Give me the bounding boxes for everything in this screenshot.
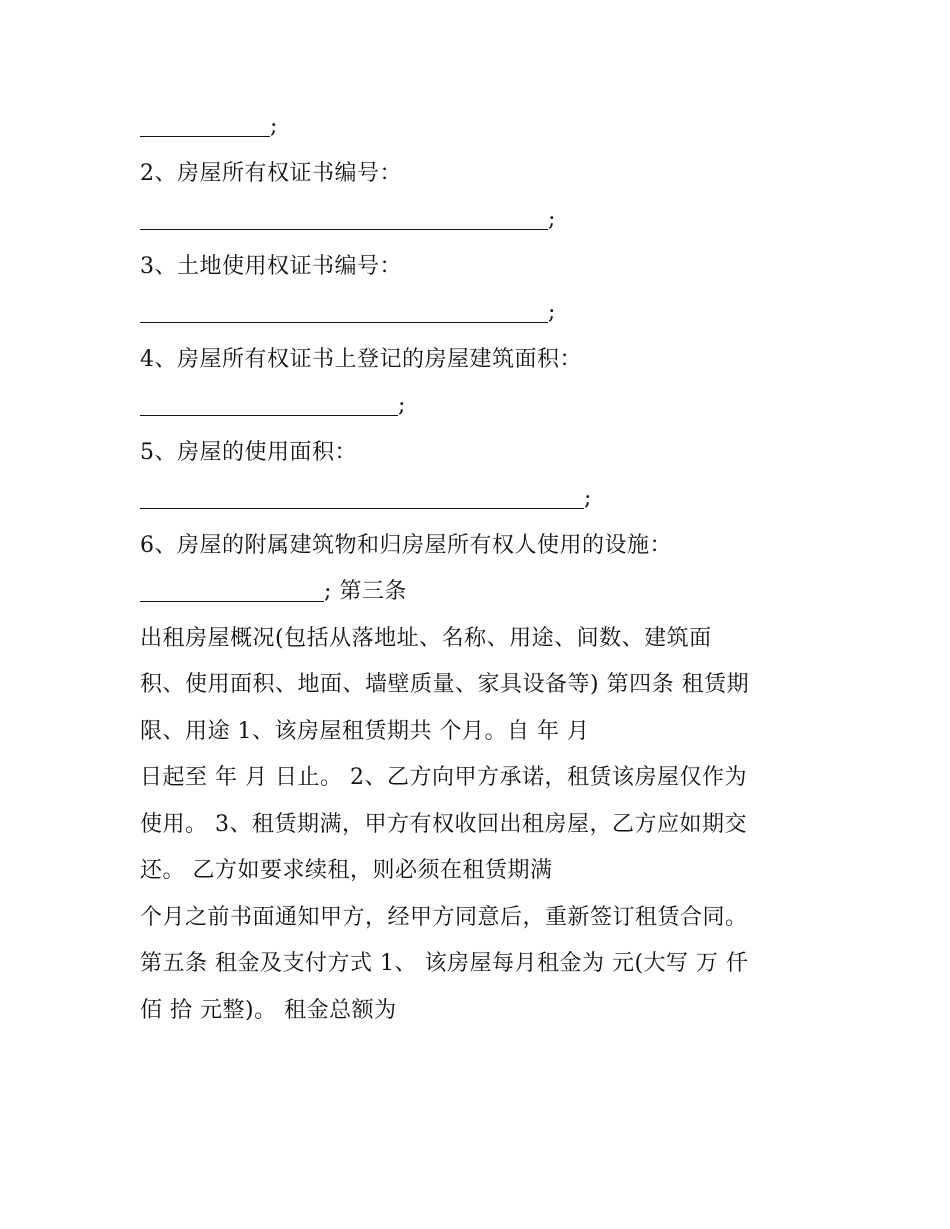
line-text: 第五条 租金及支付方式 1、 该房屋每月租金为 元(大写 万 仟 <box>140 951 749 976</box>
text-line <box>140 802 820 849</box>
text-line <box>140 151 820 198</box>
line-text: 个月之前书面通知甲方，经甲方同意后，重新签订租赁合同。 <box>140 904 748 930</box>
line-text: 佰 拾 元整)。 租金总额为 <box>140 997 397 1023</box>
text-line <box>140 197 820 244</box>
line-text: 积、使用面积、地面、墙壁质量、家具设备等) 第四条 租赁期 <box>140 672 750 697</box>
line-text: 限、用途 1、该房屋租赁期共 个月。自 年 月 <box>140 718 590 744</box>
line-text: 还。 乙方如要求续租，则必须在租赁期满 <box>140 858 553 883</box>
line-text: ; <box>548 300 556 325</box>
text-line <box>140 616 820 663</box>
text-line <box>140 709 820 756</box>
text-line <box>140 337 820 384</box>
fill-in-blank <box>140 203 548 230</box>
text-line <box>140 244 820 291</box>
text-line <box>140 941 820 988</box>
fill-in-blank <box>140 482 584 509</box>
text-line <box>140 895 820 942</box>
text-line <box>140 383 820 430</box>
text-line <box>140 662 820 709</box>
fill-in-blank <box>140 575 324 602</box>
text-line <box>140 569 820 616</box>
fill-in-blank <box>140 110 270 137</box>
line-text: 出租房屋概况(包括从落地址、名称、用途、间数、建筑面 <box>140 625 712 651</box>
line-text: ; <box>398 393 406 418</box>
text-line <box>140 290 820 337</box>
line-text: ; <box>584 486 592 511</box>
line-text: 使用。 3、租赁期满，甲方有权收回出租房屋，乙方应如期交 <box>140 811 747 837</box>
contract-text <box>140 104 820 1034</box>
fill-in-blank <box>140 296 548 323</box>
line-text: 5、房屋的使用面积： <box>140 439 357 465</box>
line-text: 3、土地使用权证书编号： <box>140 253 402 279</box>
line-text: ; 第三条 <box>324 579 407 604</box>
text-line <box>140 755 820 802</box>
line-text: 2、房屋所有权证书编号： <box>140 160 402 186</box>
line-text: ; <box>270 114 278 139</box>
text-line <box>140 523 820 570</box>
fill-in-blank <box>140 389 398 416</box>
text-line <box>140 848 820 895</box>
text-line <box>140 476 820 523</box>
line-text: 6、房屋的附属建筑物和归房屋所有权人使用的设施： <box>140 532 672 558</box>
text-line <box>140 988 820 1035</box>
text-line <box>140 104 820 151</box>
text-line <box>140 430 820 477</box>
line-text: 日起至 年 月 日止。 2、乙方向甲方承诺，租赁该房屋仅作为 <box>140 765 747 790</box>
line-text: 4、房屋所有权证书上登记的房屋建筑面积： <box>140 346 582 372</box>
line-text: ; <box>548 207 556 232</box>
